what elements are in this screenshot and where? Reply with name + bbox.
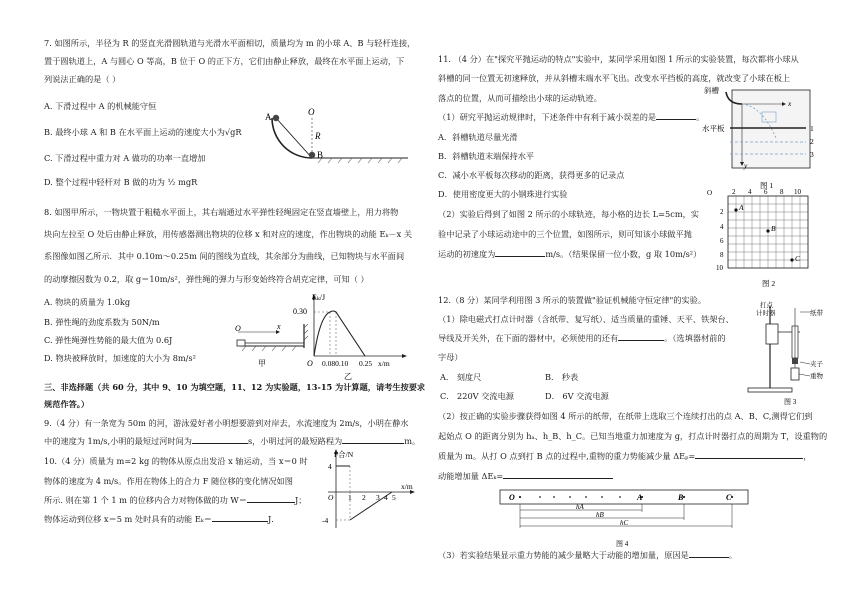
q10-fig-origin: O bbox=[328, 493, 334, 502]
q12-option-b: B． 秒表 bbox=[545, 372, 579, 382]
q12-sub-3-end: 。 bbox=[728, 550, 738, 560]
q12-answer-blank-1[interactable] bbox=[618, 340, 664, 341]
q11-sub-1-end: 。 bbox=[696, 112, 705, 122]
fig4-label-hc: hC bbox=[620, 519, 629, 527]
fig3-label-jiazi: 夹子 bbox=[810, 361, 823, 368]
q12-sub-1-text-a: 导线及开关外，在下面的器材中，必须使用的还有 bbox=[438, 333, 619, 343]
fig1-label-3: 3 bbox=[810, 150, 814, 159]
q12-sub-2-line-4 bbox=[438, 472, 613, 481]
q10-line-3 bbox=[44, 496, 306, 505]
fig4-label-c: C bbox=[726, 493, 732, 502]
q9-line-1: 9.（4 分）有一条宽为 50m 的河，游泳爱好者小明想要游到对岸去，水流速度为 2m/s，小明在静水 bbox=[44, 418, 409, 428]
q8-option-d: D. 物块被释放时，加速度的大小为 8m/s² bbox=[44, 353, 196, 363]
fig2-ytick-0: 2 bbox=[720, 208, 724, 216]
q10-answer-blank-1[interactable] bbox=[247, 502, 295, 503]
fig4-label-ha: hA bbox=[576, 503, 584, 511]
q12-sub-3-text: （3）若实验结果显示重力势能的减少量略大于动能的增加量，原因是 bbox=[438, 550, 689, 560]
q8-yi-origin: O bbox=[307, 359, 313, 368]
q11-sub-2-line-3 bbox=[438, 250, 701, 259]
fig2-label-c: C bbox=[795, 254, 801, 263]
q12-sub-1-line-3: 字母） bbox=[438, 352, 463, 362]
q10-fig-tick-3: 3 bbox=[376, 493, 380, 502]
q8-jia-x: x bbox=[277, 322, 281, 331]
q10-fig-4: 4 bbox=[328, 462, 332, 471]
q11-answer-blank-1[interactable] bbox=[656, 119, 696, 120]
q7-line-2: 置于圆轨道上，A 与圆心 O 等高，B 位于 O 的正下方，它们由静止释放，最终在水平面上运动，下 bbox=[44, 56, 405, 66]
fig1-label-2: 2 bbox=[810, 137, 814, 146]
fig4-label-a: A bbox=[637, 493, 643, 502]
fig2-label-b: B bbox=[771, 224, 776, 233]
q12-option-d: D． 6V 交流电源 bbox=[545, 391, 609, 401]
fig4-label-hb: hB bbox=[596, 511, 604, 519]
q9-answer-blank-1[interactable] bbox=[192, 443, 248, 444]
q12-figure-3 bbox=[744, 298, 834, 408]
q12-sub-2-text-a: 质量为 m。从打 O 点到打 B 点的过程中,重物的重力势能减少量 ΔEₚ= bbox=[438, 451, 696, 461]
q8-line-1: 8. 如图甲所示，一物块置于粗糙水平面上，其右端通过水平弹性轻绳固定在竖直墙壁上，用力将物 bbox=[44, 207, 399, 217]
q12-answer-blank-4[interactable] bbox=[689, 557, 729, 558]
q12-sub-1-text-b: 。（选填器材前的 bbox=[664, 333, 726, 343]
q8-option-a: A. 物块的质量为 1.0kg bbox=[44, 297, 131, 307]
q11-sub-1 bbox=[438, 113, 704, 122]
fig2-ytick-3: 8 bbox=[720, 251, 724, 259]
q8-option-b: B. 弹性绳的劲度系数为 50N/m bbox=[44, 317, 160, 327]
fig1-caption: 图 1 bbox=[760, 181, 774, 190]
q8-yi-xlabel: x/m bbox=[378, 359, 390, 368]
q10-fig-tick-1: 1 bbox=[348, 493, 352, 502]
section-3-heading-line-1: 三、非选择题（共 60 分，其中 9、10 为填空题，11、12 为实验题，13-15 为计算题，请考生按要求 bbox=[44, 382, 426, 392]
q11-figure-1 bbox=[702, 78, 820, 190]
fig2-xtick-1: 4 bbox=[748, 188, 752, 196]
q10-fig-tick-2: 2 bbox=[362, 493, 366, 502]
fig2-ytick-2: 6 bbox=[720, 237, 724, 245]
q8-yi-ylabel: Eₖ/J bbox=[312, 293, 326, 302]
q10-text-c: 物体运动到位移 x＝5 m 处时具有的动能 Eₖ＝ bbox=[44, 514, 212, 524]
q11-answer-blank-2[interactable] bbox=[495, 256, 545, 257]
q12-line-1: 12.（8 分）某同学利用图 3 所示的装置做"验证机械能守恒定律"的实验。 bbox=[438, 295, 707, 305]
q8-line-3: 系图像如图乙所示．其中 0.10m～0.25m 间的图线为直线，其余部分为曲线，已知物块与水平面间 bbox=[44, 251, 405, 261]
fig4-label-b: B bbox=[678, 493, 684, 502]
fig2-ytick-4: 10 bbox=[716, 264, 723, 272]
q8-jia-caption: 甲 bbox=[258, 359, 266, 368]
q12-sub-2-line-2: 起始点 O 的距离分别为 hₐ、h_B、h_C。已知当地重力加速度为 g，打点计时器打点的周期为 T，设重物的 bbox=[438, 431, 828, 441]
q8-yi-caption: 乙 bbox=[344, 372, 352, 381]
q8-figure-yi bbox=[282, 292, 412, 382]
q8-line-2: 块向左拉至 O 处后由静止释放，用传感器测出物块的位移 x 和对应的速度，作出物块的动能 Eₖ－x 关 bbox=[44, 229, 413, 239]
fig2-xtick-0: 2 bbox=[732, 188, 736, 196]
q7-option-d: D. 整个过程中轻杆对 B 做的功为 ½ mgR bbox=[44, 177, 198, 187]
q10-fig-neg4: -4 bbox=[322, 516, 329, 525]
q8-line-4: 的动摩擦因数为 0.2，取 g＝10m/s²，弹性绳的弹力与形变始终符合胡克定律，可知（ ） bbox=[44, 274, 369, 284]
q11-sub-2-text-a: 运动的初速度为 bbox=[438, 249, 496, 259]
q7-line-3: 列说法正确的是（ ） bbox=[44, 74, 121, 84]
fig1-label-x: x bbox=[788, 99, 792, 108]
q12-sub-1-line-1: （1）除电磁式打点计时器（含纸带、复写纸）、适当质量的重锤、天平、铁架台、 bbox=[438, 314, 734, 324]
q8-yi-ticks: 0.080.10 bbox=[322, 359, 349, 368]
q7-figure bbox=[262, 106, 412, 166]
q10-line-4 bbox=[44, 515, 279, 524]
q7-option-b: B. 最终小球 A 和 B 在水平面上运动的速度大小为√gR bbox=[44, 127, 242, 137]
fig3-label-zhidai: 纸带 bbox=[810, 310, 823, 317]
fig4-label-o: O bbox=[509, 493, 515, 502]
fig2-label-a: A bbox=[739, 203, 744, 212]
q10-fig-tick-4: 4 bbox=[384, 493, 388, 502]
fig3-label-jishiqi: 计时器 bbox=[756, 310, 776, 317]
fig3-caption: 图 3 bbox=[784, 398, 797, 406]
q10-fig-tick-5: 5 bbox=[392, 493, 396, 502]
q10-answer-blank-2[interactable] bbox=[212, 521, 268, 522]
q9-text-b: s，小明过河的最短路程为 bbox=[247, 436, 343, 446]
q7-option-c: C. 下滑过程中重力对 A 做功的功率一直增加 bbox=[44, 153, 206, 163]
q8-yi-025: 0.25 bbox=[359, 359, 373, 368]
fig1-label-1: 1 bbox=[810, 124, 814, 133]
q10-fig-ylabel: F合/N bbox=[334, 450, 354, 459]
q10-line-2: 物体的速度为 4 m/s。作用在物体上的合力 F 随位移的变化情况如图 bbox=[44, 476, 293, 486]
q11-sub-2-text-b: m/s。（结果保留一位小数，g 取 10m/s²） bbox=[545, 249, 702, 259]
q8-option-c: C. 弹性绳弹性势能的最大值为 0.6J bbox=[44, 335, 173, 345]
fig4-caption: 图 4 bbox=[616, 540, 629, 548]
q8-jia-origin: O bbox=[235, 324, 241, 333]
fig2-point-b bbox=[766, 229, 769, 232]
q9-text-a: 中的速度为 1m/s,小明的最短过河时间为 bbox=[44, 436, 192, 446]
q11-line-2: 斜槽的同一位置无初速释放，并从斜槽末端水平飞出。改变水平挡板的高度，就改变了小球在板上 bbox=[438, 73, 791, 83]
fig3-label-dadian: 打点 bbox=[760, 302, 773, 309]
q11-option-c: C．减小水平板每次移动的距离，获得更多的记录点 bbox=[438, 170, 625, 180]
q7-option-a: A. 下滑过程中 A 的机械能守恒 bbox=[44, 101, 157, 111]
fig2-xtick-2: 6 bbox=[764, 188, 768, 196]
fig1-label-board: 水平板 bbox=[702, 124, 725, 133]
q10-fig-xlabel: x/m bbox=[401, 482, 413, 491]
fig2-point-c bbox=[790, 258, 793, 261]
fig2-xtick-4: 10 bbox=[794, 188, 801, 196]
q9-text-c: m。 bbox=[404, 436, 421, 446]
q9-line-2 bbox=[44, 437, 420, 446]
q10-text-b: J； bbox=[294, 495, 307, 505]
q10-line-1: 10.（4 分）质量为 m=2 kg 的物体从原点出发沿 x 轴运动，当 x＝0 时 bbox=[44, 456, 308, 466]
q7-line-1: 7. 如图所示，半径为 R 的竖直光滑圆轨道与光滑水平面相切，质量均为 m 的小球 A、B 与轻杆连接， bbox=[44, 38, 416, 48]
q10-text-d: J． bbox=[267, 514, 280, 524]
q10-figure bbox=[312, 448, 422, 532]
q11-option-a: A．斜槽轨道尽量光滑 bbox=[438, 132, 518, 142]
q12-sub-2-line-1: （2）按正确的实验步骤获得如图 4 所示的纸带，在纸带上选取三个连续打出的点 A、B、C,测得它们到 bbox=[438, 411, 813, 421]
q11-figure-2 bbox=[708, 186, 818, 290]
fig2-origin: O bbox=[707, 189, 713, 197]
q12-option-c: C． 220V 交流电源 bbox=[440, 391, 514, 401]
q12-answer-blank-3[interactable] bbox=[503, 478, 613, 479]
q7-fig-label-o: O bbox=[308, 107, 315, 117]
q12-answer-blank-2[interactable] bbox=[695, 458, 803, 459]
q12-sub-2-text-b: ， bbox=[803, 451, 812, 461]
q12-sub-2-line-3 bbox=[438, 452, 811, 461]
q9-answer-blank-2[interactable] bbox=[342, 443, 404, 444]
q7-fig-label-r: R bbox=[315, 131, 321, 141]
q12-sub-3 bbox=[438, 551, 737, 560]
q7-fig-label-b: B bbox=[317, 150, 324, 160]
q11-option-b: B．斜槽轨道末端保持水平 bbox=[438, 151, 535, 161]
fig2-xtick-3: 8 bbox=[780, 188, 784, 196]
q11-sub-2-line-2: 验中记录了小球运动途中的三个位置，如图所示，则可知该小球做平抛 bbox=[438, 229, 692, 239]
q11-line-3: 落点的位置，从而可描绘出小球的运动轨迹。 bbox=[438, 93, 602, 103]
fig2-point-a bbox=[734, 208, 737, 211]
q12-option-a: A． 刻度尺 bbox=[440, 372, 482, 382]
fig3-label-zhongwu: 重物 bbox=[810, 373, 823, 380]
fig2-ytick-1: 4 bbox=[720, 223, 724, 231]
q10-text-a: 所示. 则在第 1 个 1 m 的位移内合力对物体做的功 W＝ bbox=[44, 495, 247, 505]
section-3-heading-line-2: 规范作答。） bbox=[44, 399, 90, 409]
q11-option-d: D．使用密度更大的小钢珠进行实验 bbox=[438, 189, 568, 199]
q11-sub-2-line-1: （2）实验后得到了如图 2 所示的小球轨迹，每小格的边长 L=5cm，实 bbox=[438, 209, 699, 219]
q11-line-1: 11. （4 分）在"探究平抛运动的特点"实验中，某同学采用如图 1 所示的实验装置，每次都将小球从 bbox=[438, 54, 799, 64]
q7-fig-label-a: A bbox=[265, 112, 272, 122]
q8-yi-030: 0.30 bbox=[293, 307, 307, 316]
fig1-label-xiecao: 斜槽 bbox=[704, 86, 719, 95]
fig2-caption: 图 2 bbox=[762, 279, 776, 288]
q12-figure-4 bbox=[498, 488, 758, 552]
q12-sub-2-text-c: 动能增加量 ΔEₖ= bbox=[438, 471, 504, 481]
q11-sub-1-text: （1）研究平抛运动规律时，下述条件中有利于减小误差的是 bbox=[438, 112, 657, 122]
fig1-label-y: y bbox=[744, 161, 748, 170]
q12-sub-1-line-2 bbox=[438, 334, 726, 343]
